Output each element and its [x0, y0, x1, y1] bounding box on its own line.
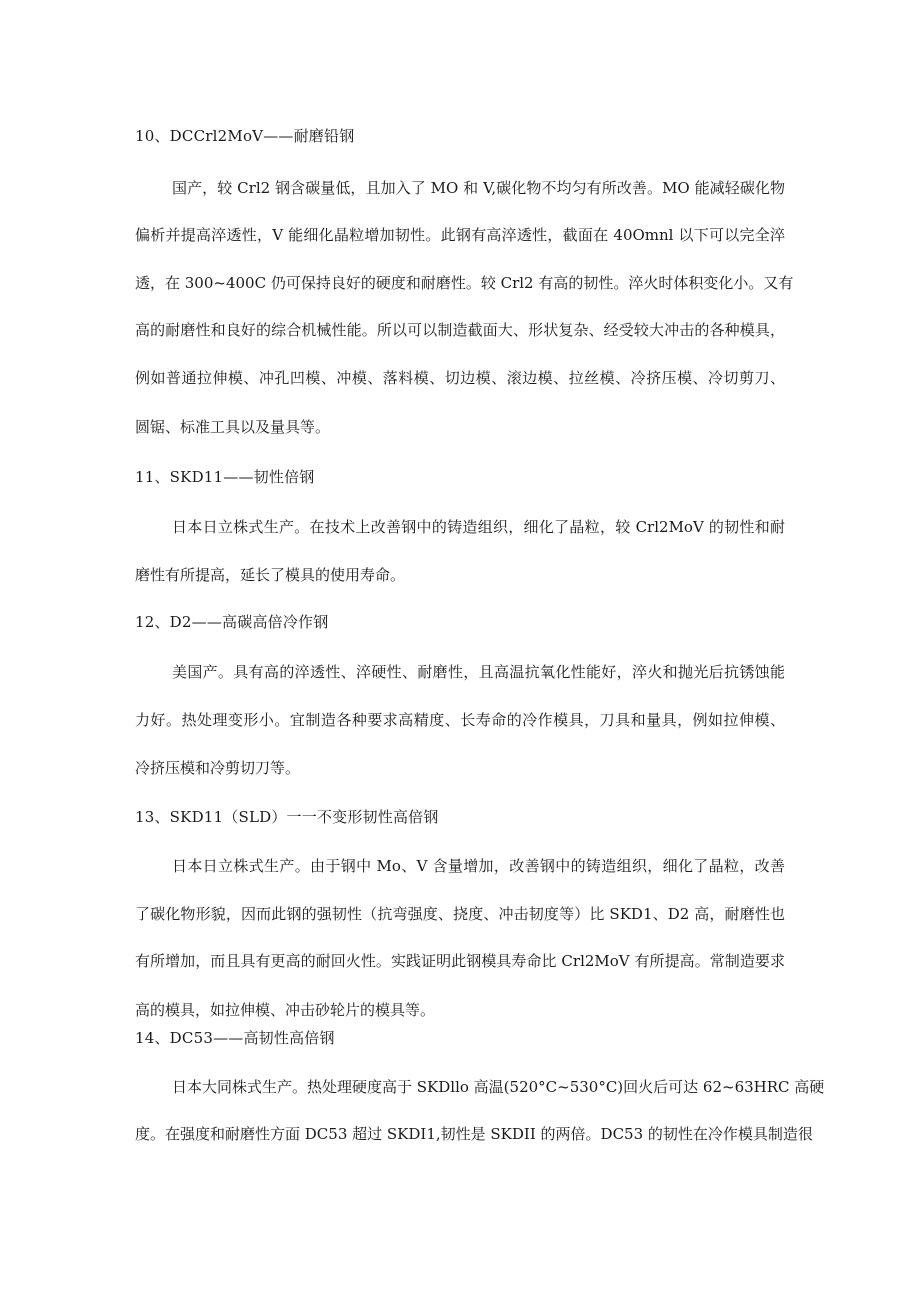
paragraph-line: 美国产。具有高的淬透性、淬硬性、耐磨性，且高温抗氧化性能好，淬火和抛光后抗锈蚀能: [172, 663, 785, 681]
paragraph-line: 透，在 300~400C 仍可保持良好的硬度和耐磨性。较 Crl2 有高的韧性。淬火时体积变化小。又有: [135, 274, 794, 292]
paragraph-line: 圆锯、标准工具以及量具等。: [135, 418, 331, 436]
paragraph-line: 日本日立株式生产。在技术上改善钢中的铸造组织，细化了晶粒，较 Crl2MoV 的韧性和耐: [172, 518, 785, 536]
paragraph-line: 有所增加，而且具有更高的耐回火性。实践证明此钢模具寿命比 Crl2MoV 有所提高。常制造要求: [135, 952, 785, 970]
paragraph-line: 偏析并提高淬透性，V 能细化晶粒增加韧性。此钢有高淬透性，截面在 40Omnl 以下可以完全淬: [135, 226, 785, 244]
paragraph-line: 冷挤压模和冷剪切刀等。: [135, 759, 301, 777]
paragraph-line: 高的耐磨性和良好的综合机械性能。所以可以制造截面大、形状复杂、经受较大冲击的各种模具，: [135, 321, 785, 339]
paragraph-line: 了碳化物形貌，因而此钢的强韧性（抗弯强度、挠度、冲击韧度等）比 SKD1、D2 高，耐磨性也: [135, 905, 785, 923]
section-heading: 12、D2——高碳高倍冷作钢: [135, 613, 329, 631]
paragraph-line: 力好。热处理变形小。宜制造各种要求高精度、长寿命的冷作模具，刀具和量具，例如拉伸模、: [135, 711, 785, 729]
section-heading: 14、DC53——高韧性高倍钢: [135, 1029, 335, 1047]
section-heading: 10、DCCrl2MoV——耐磨铅钢: [135, 127, 355, 145]
paragraph-line: 高的模具，如拉伸模、冲击砂轮片的模具等。: [135, 1001, 436, 1019]
section-heading: 13、SKD11（SLD）一一不变形韧性高倍钢: [135, 808, 439, 826]
section-heading: 11、SKD11——韧性倍钢: [135, 468, 315, 486]
paragraph-line: 日本日立株式生产。由于钢中 Mo、V 含量增加，改善钢中的铸造组织，细化了晶粒，改善: [172, 857, 785, 875]
paragraph-line: 例如普通拉伸模、冲孔凹模、冲模、落料模、切边模、滚边模、拉丝模、冷挤压模、冷切剪刀、: [135, 369, 785, 387]
paragraph-line: 日本大同株式生产。热处理硬度高于 SKDllo 高温(520°C~530°C)回火后可达 62~63HRC 高硬: [172, 1078, 825, 1096]
paragraph-line: 度。在强度和耐磨性方面 DC53 超过 SKDI1,韧性是 SKDII 的两倍。DC53 的韧性在冷作模具制造很: [135, 1125, 813, 1143]
paragraph-line: 国产，较 Crl2 钢含碳量低，且加入了 MO 和 V,碳化物不均匀有所改善。MO 能减轻碳化物: [172, 179, 785, 197]
paragraph-line: 磨性有所提高，延长了模具的使用寿命。: [135, 566, 406, 584]
